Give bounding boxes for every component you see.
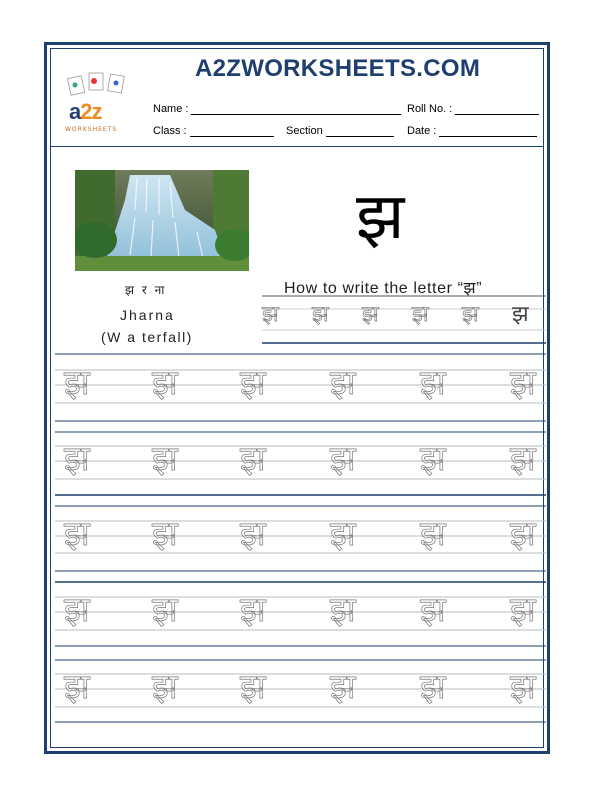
tracing-glyph[interactable]: झ <box>152 590 178 630</box>
stroke-order-glyph: झ <box>362 302 379 327</box>
site-title: A2ZWORKSHEETS.COM <box>195 55 481 82</box>
tracing-glyph[interactable]: झ <box>330 439 356 479</box>
tracing-glyph[interactable]: झ <box>152 363 178 403</box>
tracing-glyph[interactable]: झ <box>510 514 536 554</box>
stroke-order-glyph: झ <box>262 302 279 327</box>
stroke-order-glyph: झ <box>312 302 329 327</box>
roll-label: Roll No. : <box>407 103 453 115</box>
tracing-glyph[interactable]: झ <box>330 363 356 403</box>
tracing-glyph[interactable]: झ <box>420 667 446 707</box>
tracing-glyph[interactable]: झ <box>420 590 446 630</box>
class-label: Class : <box>153 125 187 137</box>
tracing-glyph[interactable]: झ <box>240 439 266 479</box>
tracing-glyph[interactable]: झ <box>152 514 178 554</box>
tracing-glyph[interactable]: झ <box>64 590 90 630</box>
tracing-glyph[interactable]: झ <box>64 667 90 707</box>
tracing-glyph[interactable]: झ <box>510 667 536 707</box>
tracing-glyph[interactable]: झ <box>420 363 446 403</box>
tracing-glyph[interactable]: झ <box>240 514 266 554</box>
tracing-glyph[interactable]: झ <box>420 439 446 479</box>
instruction-text: How to write the letter “झ” <box>284 280 483 297</box>
tracing-glyph[interactable]: झ <box>330 667 356 707</box>
tracing-glyph[interactable]: झ <box>64 514 90 554</box>
tracing-glyph[interactable]: झ <box>510 590 536 630</box>
tracing-glyph[interactable]: झ <box>152 439 178 479</box>
stroke-order-lines <box>262 296 546 343</box>
tracing-glyph[interactable]: झ <box>330 590 356 630</box>
tracing-glyph[interactable]: झ <box>240 667 266 707</box>
tracing-glyph[interactable]: झ <box>152 667 178 707</box>
stroke-order-glyph: झ <box>412 302 429 327</box>
tracing-glyph[interactable]: झ <box>510 363 536 403</box>
section-label: Section <box>286 125 323 137</box>
word-hindi: झ र ना <box>125 283 167 297</box>
logo-subtext: WORKSHEETS <box>65 126 118 133</box>
practice-row-lines <box>55 354 546 722</box>
name-label: Name : <box>153 103 189 115</box>
logo-letter-a: a <box>69 99 81 124</box>
word-roman: Jharna <box>120 307 175 323</box>
tracing-glyph[interactable]: झ <box>64 363 90 403</box>
featured-letter: झ <box>356 180 405 254</box>
tracing-glyph[interactable]: झ <box>330 514 356 554</box>
date-label: Date : <box>407 125 437 137</box>
word-meaning: (W a terfall) <box>101 329 193 345</box>
stroke-order-glyph: झ <box>462 302 479 327</box>
stroke-order-glyph: झ <box>512 302 529 327</box>
tracing-glyph[interactable]: झ <box>510 439 536 479</box>
logo-letters-2z: 2z <box>80 99 102 124</box>
tracing-glyph[interactable]: झ <box>64 439 90 479</box>
tracing-glyph[interactable]: झ <box>240 590 266 630</box>
tracing-glyph[interactable]: झ <box>240 363 266 403</box>
tracing-glyph[interactable]: झ <box>420 514 446 554</box>
